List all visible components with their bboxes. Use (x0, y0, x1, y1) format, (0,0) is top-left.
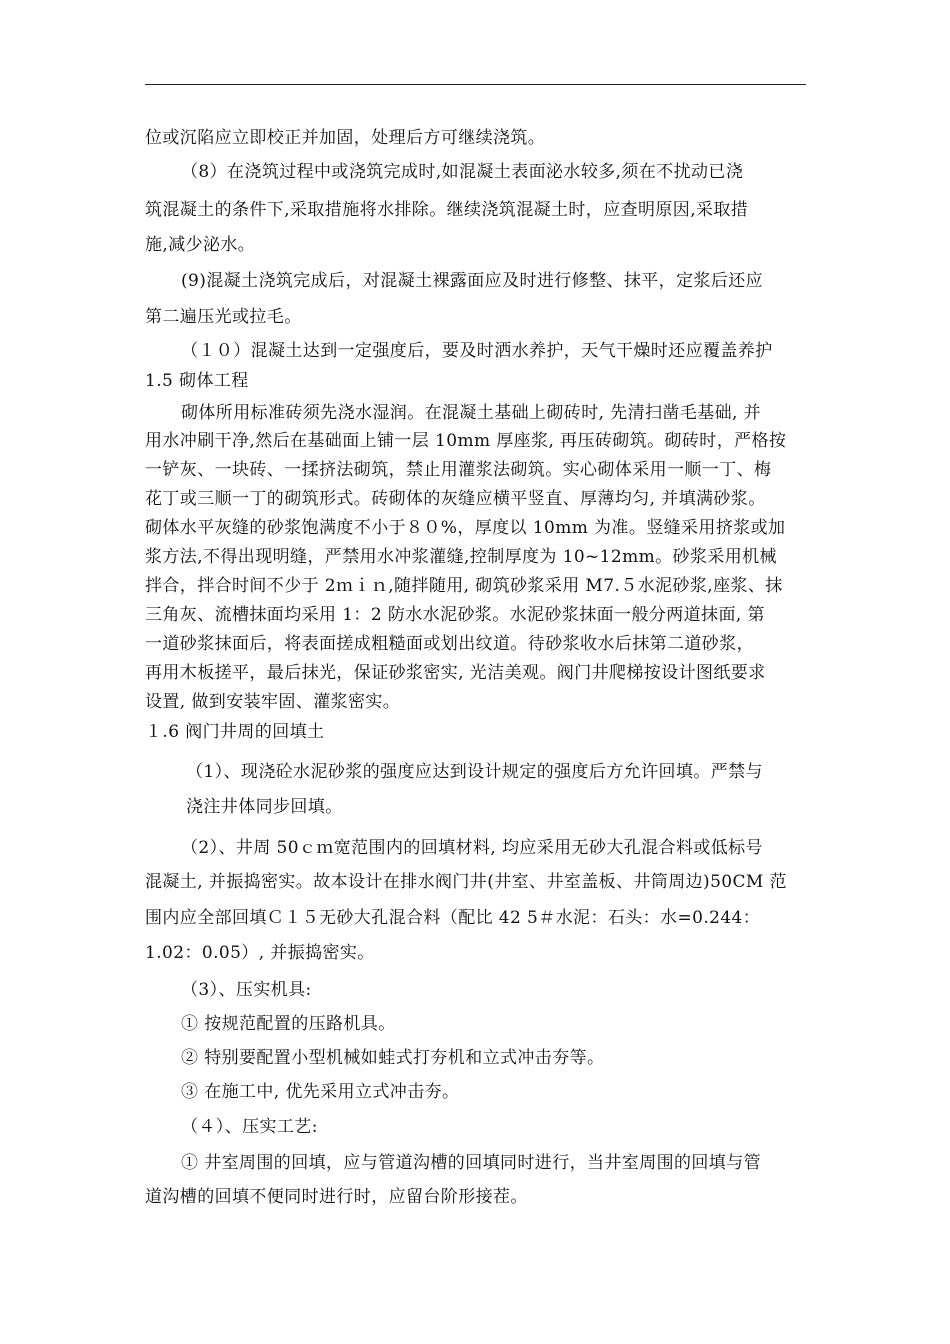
paragraph-line: 筑混凝土的条件下,采取措施将水排除。继续浇筑混凝土时，应查明原因,采取措 (145, 200, 749, 220)
paragraph-line: 拌合，拌合时间不少于 2ｍｉｎ,随拌随用, 砌筑砂浆采用 M7.５水泥砂浆,座浆、抹 (145, 576, 783, 596)
paragraph-line: 混凝土, 并振捣密实。故本设计在排水阀门井(井室、井室盖板、井筒周边)50CM 范 (145, 872, 787, 892)
paragraph-line: 用水冲刷干净,然后在基础面上铺一层 10mm 厚座浆, 再压砖砌筑。砌砖时，严格按 (145, 431, 787, 451)
paragraph-line: （8）在浇筑过程中或浇筑完成时,如混凝土表面泌水较多,须在不扰动已浇 (181, 162, 744, 182)
paragraph-line: 再用木板搓平，最后抹光，保证砂浆密实, 光洁美观。阀门井爬梯按设计图纸要求 (145, 663, 766, 683)
paragraph-line: 围内应全部回填Ｃ１５无砂大孔混合料（配比 42 5＃水泥：石头：水=0.244： (145, 908, 761, 928)
paragraph-line: 设置, 做到安装牢固、灌浆密实。 (145, 692, 401, 712)
paragraph-line: 浆方法,不得出现明缝，严禁用水冲浆灌缝,控制厚度为 10~12mm。砂浆采用机械 (145, 547, 777, 567)
section-heading: 1.5 砌体工程 (145, 371, 249, 391)
header-rule (145, 84, 806, 85)
paragraph-line: 三角灰、流槽抹面均采用 1：2 防水水泥砂浆。水泥砂浆抹面一般分两道抹面, 第 (145, 605, 765, 625)
list-heading: （４）、压实工艺: (181, 1117, 318, 1137)
paragraph-line: （1）、现浇砼水泥砂浆的强度应达到设计规定的强度后方允许回填。严禁与 (186, 762, 763, 782)
paragraph-line: 砌体所用标准砖须先浇水湿润。在混凝土基础上砌砖时, 先清扫凿毛基础, 并 (181, 403, 762, 423)
list-item: ① 井室周围的回填，应与管道沟槽的回填同时进行，当井室周围的回填与管 (181, 1153, 762, 1173)
list-item: ① 按规范配置的压路机具。 (181, 1014, 396, 1034)
paragraph-line: 1.02：0.05）, 并振捣密实。 (145, 943, 375, 963)
paragraph-line: 第二遍压光或拉毛。 (145, 307, 302, 327)
paragraph-line: 位或沉陷应立即校正并加固，处理后方可继续浇筑。 (145, 128, 546, 148)
paragraph-line: 一道砂浆抹面后，将表面搓成粗糙面或划出纹道。待砂浆收水后抹第二道砂浆， (145, 634, 754, 654)
paragraph-line: （2）、井周 50ｃｍ宽范围内的回填材料, 均应采用无砂大孔混合料或低标号 (181, 838, 763, 858)
list-item: ② 特别要配置小型机械如蛙式打夯机和立式冲击夯等。 (181, 1048, 605, 1068)
paragraph-line: (9)混凝土浇筑完成后，对混凝土裸露面应及时进行修整、抹平，定浆后还应 (181, 271, 764, 291)
paragraph-line: 施,减少泌水。 (145, 235, 256, 255)
paragraph-line: 花丁或三顺一丁的砌筑形式。砖砌体的灰缝应横平竖直、厚薄均匀, 并填满砂浆。 (145, 489, 766, 509)
list-item: ③ 在施工中, 优先采用立式冲击夯。 (181, 1082, 460, 1102)
section-heading: １.6 阀门井周的回填土 (145, 722, 325, 742)
paragraph-line: 砌体水平灰缝的砂浆饱满度不小于８０%，厚度以 10mm 为准。竖缝采用挤浆或加 (145, 518, 786, 538)
paragraph-line: 一铲灰、一块砖、一揉挤法砌筑，禁止用灌浆法砌筑。实心砌体采用一顺一丁、梅 (145, 460, 772, 480)
list-heading: （3）、压实机具: (181, 980, 312, 1000)
paragraph-line: 道沟槽的回填不便同时进行时，应留台阶形接茬。 (145, 1187, 528, 1207)
paragraph-line: （１０）混凝土达到一定强度后，要及时洒水养护，天气干燥时还应覆盖养护 (181, 341, 773, 361)
paragraph-line: 浇注井体同步回填。 (186, 797, 343, 817)
